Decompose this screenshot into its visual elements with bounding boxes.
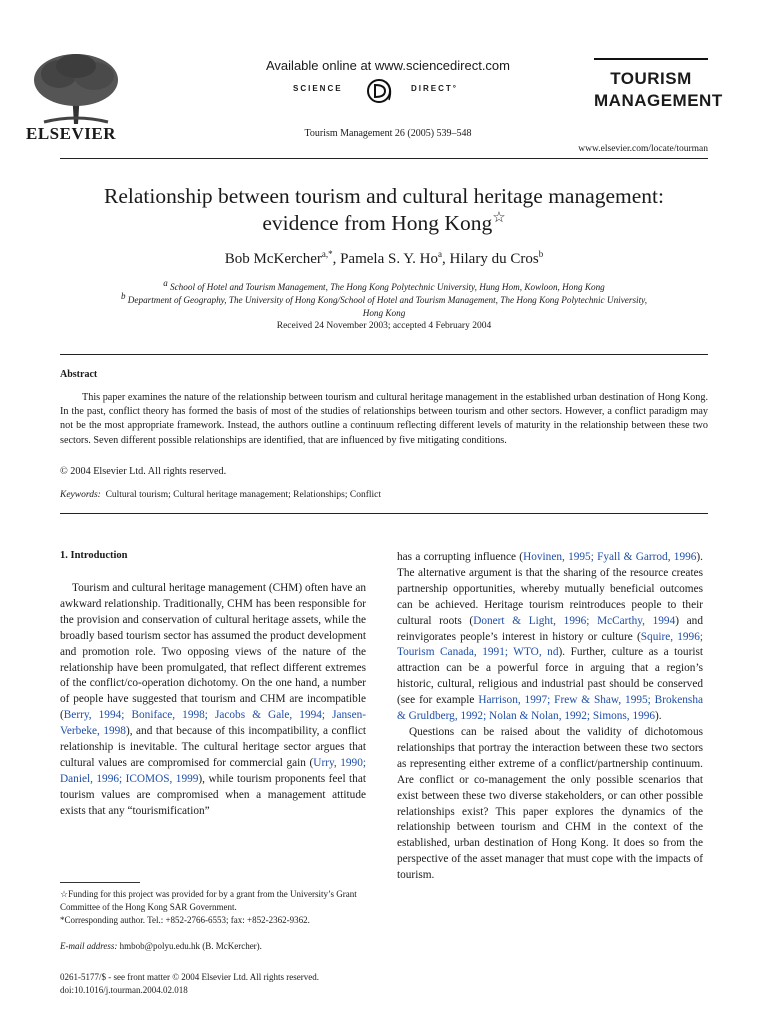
footnote-email (60, 940, 366, 953)
citation-link[interactable]: Donert & Light, 1996; McCarthy, 1994 (473, 614, 676, 627)
abstract-top-rule (60, 354, 708, 355)
paragraph-text: Tourism and cultural heritage management (CHM) often have an awkward relationship. Traditionally, CHM has been responsible for the provision and conservation of cultural heritage assets, while the broadly based tourism sector has assumed the product development and promotion role. Two opposing views of the nature of the relationship have been promulgated, that reflect different extremes of the conflict/co-operation dichotomy. On the one hand, a number of people have suggested that tourism and CHM are incompatible ( (60, 582, 366, 722)
author-sup[interactable]: a,* (321, 249, 333, 259)
affiliation-b (60, 290, 708, 320)
citation-link[interactable]: Squire, 1996; Tourism Canada, 1991; WTO, nd (397, 630, 703, 659)
journal-brand (594, 58, 723, 112)
abstract-body (60, 391, 708, 448)
paragraph-text: ), and that because of this incompatibility, a conflict relationship is inevitable. The cultural heritage sector argues that cultural values are compromised for commercial gain ( (60, 725, 366, 769)
author-sup[interactable]: a (438, 249, 443, 259)
paragraph-text: ). (655, 710, 662, 723)
journal-url[interactable]: www.elsevier.com/locate/tourman (578, 144, 708, 154)
title-line2: evidence from Hong Kong (262, 211, 493, 235)
sciencedirect-d-icon (359, 78, 399, 104)
citation-link[interactable]: Hovinen, 1995; Fyall & Garrod, 1996 (523, 551, 697, 563)
paragraph-text: ) and reinvigorates people’s interest in history or culture ( (397, 614, 703, 643)
section-heading-introduction: 1. Introduction (60, 550, 128, 561)
author-name: Hilary du Cros (449, 251, 539, 267)
paragraph-text: has a corrupting influence ( (397, 551, 524, 563)
author-name: Pamela S. Y. Ho (340, 251, 439, 267)
keywords-label: Keywords: (60, 490, 101, 500)
author-list: Bob McKercher$^{a,*}$, Pamela S. Y. Ho$^a$, Hilary du Cros$^b$ (224, 249, 544, 267)
column-left (60, 581, 366, 820)
sd-right-text: DIRECT° (411, 84, 458, 93)
title-line1: Relationship between tourism and cultural heritage management: (103, 184, 665, 208)
paragraph: Questions can be raised about the validity of dichotomous relationships that portray the interaction between these two sectors as representing either extreme of a conflict/partnership continuum. Are conflict or co-management the only possible scenarios that exist between these two diverse stakeholders, or can other possible relationships exist? This paper explores the dynamics of the relationship between tourism and CHM in the context of the established, urban destination of Hong Kong. It does so from the perspective of the asset manager that must cope with the impacts of tourism. (397, 725, 703, 882)
aff-a-text: School of Hotel and Tourism Management, The Hong Kong Polytechnic University, Hung Hom, Kowloon, Hong Kong (170, 282, 605, 293)
citation-link[interactable]: Berry, 1994; Boniface, 1998; Jacobs & Gale, 1994; Jansen-Verbeke, 1998 (60, 709, 366, 738)
doi-line[interactable]: doi:10.1016/j.tourman.2004.02.018 (60, 985, 188, 995)
title-footnote-star[interactable]: ☆ (492, 209, 506, 226)
paragraph-text: ), while tourism proponents feel that tourism values are compromised when a management attitude exists that any “tourismification” (60, 772, 366, 817)
keywords (60, 490, 381, 500)
journal-reference: Tourism Management 26 (2005) 539–548 (304, 128, 472, 139)
citation-link[interactable]: Harrison, 1997; Frew & Shaw, 1995; Brokensha & Gruldberg, 1992; Nolan & Nolan, 1992; Simons, 1996 (397, 694, 703, 723)
citation-link[interactable]: Urry, 1990; Daniel, 1996; ICOMOS, 1999 (60, 756, 366, 785)
elsevier-wordmark: ELSEVIER (26, 124, 116, 143)
abstract-bottom-rule (60, 513, 708, 514)
paragraph-text: ). Further, culture as a tourist attraction can be a powerful force in arguing that a region’s historic, cultural, religious and industrial past should be conserved (see for example (397, 646, 704, 707)
journal-brand-line1: TOURISM (610, 69, 692, 88)
author-sup[interactable]: b (538, 249, 544, 259)
footnote-corresponding: *Corresponding author. Tel.: +852-2766-6553; fax: +852-2362-9362. (60, 915, 310, 925)
email-link[interactable]: hmbob@polyu.edu.hk (B. McKercher). (119, 941, 262, 951)
aff-a-mark: a (163, 278, 168, 288)
abstract-text: This paper examines the nature of the relationship between tourism and cultural heritage management in the established urban destination of Hong Kong. In the past, conflict theory has formed the basis of most of the studies of relationships between tourism and other sectors. However, a conflict paradigm may not be the most appropriate framework. Instead, the authors outline a continuum reflecting different levels of maturity in the relationship between these two sectors. Seven different possible relationships are identified, that are influenced by five mitigating conditions. (60, 392, 708, 446)
keywords-list: Cultural tourism; Cultural heritage management; Relationships; Conflict (105, 490, 382, 500)
header-rule (60, 158, 708, 159)
footnote-funding: ☆Funding for this project was provided for by a grant from the University’s Grant Committee of the Hong Kong SAR Government. (60, 889, 357, 912)
received-dates: Received 24 November 2003; accepted 4 February 2004 (276, 321, 492, 331)
paragraph (60, 581, 366, 820)
article-title (60, 183, 708, 237)
author-name: Bob McKercher (224, 251, 322, 267)
paragraph-text: ). The alternative argument is that the sharing of the resource creates partnership opportunities, whereby mutually beneficial outcomes can be achieved. Heritage tourism reintroduces people to their cultural roots ( (397, 551, 703, 627)
issn-line: 0261-5177/$ - see front matter © 2004 Elsevier Ltd. All rights reserved. (60, 972, 320, 982)
available-online-text[interactable]: Available online at www.sciencedirect.com (266, 58, 510, 73)
aff-b-text: Department of Geography, The University of Hong Kong/School of Hotel and Tourism Management, The Hong Kong Polytechnic University, (127, 295, 647, 306)
journal-brand-line2: MANAGEMENT (594, 91, 723, 110)
aff-b-line2: Hong Kong (362, 308, 406, 319)
paragraph (397, 550, 703, 725)
column-right (397, 550, 703, 884)
sd-left-text: SCIENCE (293, 84, 343, 93)
sciencedirect-logo (248, 76, 528, 106)
abstract-copyright: © 2004 Elsevier Ltd. All rights reserved. (60, 466, 227, 477)
aff-b-mark: b (120, 291, 126, 301)
footnote-rule (60, 882, 140, 883)
email-label: E-mail address: (60, 941, 118, 951)
abstract-heading: Abstract (60, 369, 98, 380)
